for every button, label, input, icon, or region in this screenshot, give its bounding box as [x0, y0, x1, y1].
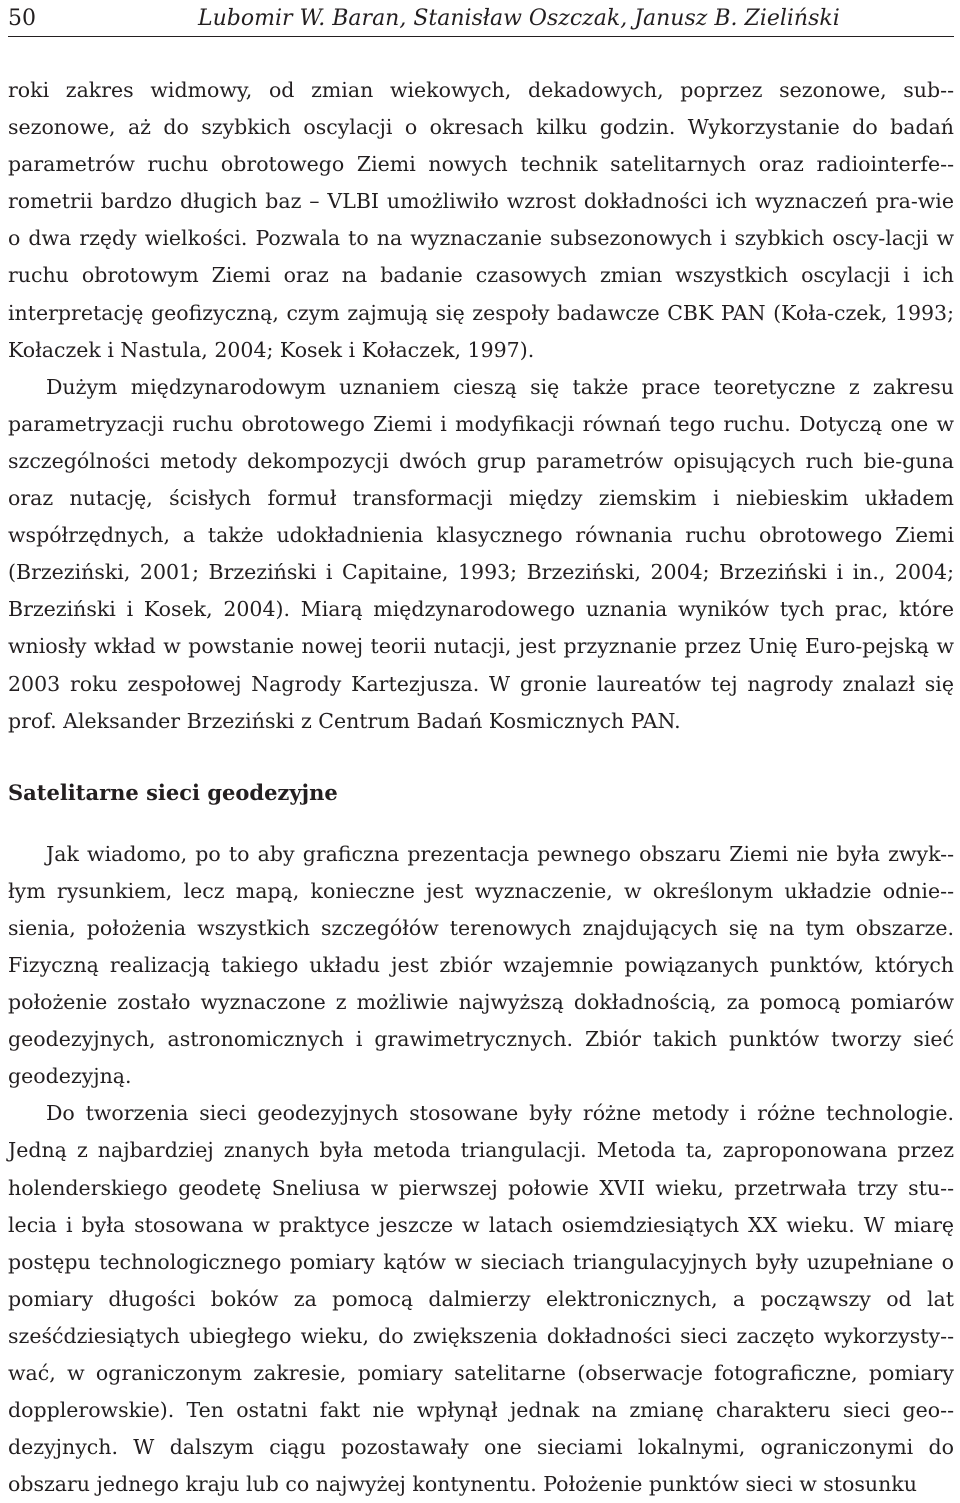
- paragraph: Do tworzenia sieci geodezyjnych stosowane były różne metody i różne technologie. Jedną z najbardziej znanych była metoda triangulacji. Metoda ta, zaproponowana przez holenderskiego geodetę Sneliusa w pierwszej połowie XVII wieku, przetrwała trzy stu-lecia i była stosowana w praktyce jeszcze w latach osiemdziesiątych XX wieku. W miarę postępu technologicznego pomiary kątów w sieciach triangulacyjnych były uzupełniane o pomiary długości boków za pomocą dalmierzy elektronicznych, a począwszy od lat sześćdziesiątych ubiegłego wieku, do zwiększenia dokładności sieci zaczęto wykorzysty-wać, w ograniczonym zakresie, pomiary satelitarne (obserwacje fotograficzne, pomiary dopplerowskie). Ten ostatni fakt nie wpłynął jednak na zmianę charakteru sieci geo-dezyjnych. W dalszym ciągu pozostawały one sieciami lokalnymi, ograniczonymi do obszaru jednego kraju lub co najwyżej kontynentu. Położenie punktów sieci w stosunku: [8, 1101, 954, 1497]
- paragraph: Jak wiadomo, po to aby graficzna prezentacja pewnego obszaru Ziemi nie była zwyk-łym rysunkiem, lecz mapą, konieczne jest wyznaczenie, w określonym układzie odnie-sienia, położenia wszystkich szczegółów terenowych znajdujących się na tym obszarze. Fizyczną realizacją takiego układu jest zbiór wzajemnie powiązanych punktów, których położenie zostało wyznaczone z możliwie najwyższą dokładnością, za pomocą pomiarów geodezyjnych, astronomicznych i grawimetrycznych. Zbiór takich punktów tworzy sieć geodezyjną.: [8, 841, 954, 1089]
- paragraph: Dużym międzynarodowym uznaniem cieszą się także prace teoretyczne z zakresu parametryzacji ruchu obrotowego Ziemi i modyfikacji równań tego ruchu. Dotyczą one w szczególności metody dekompozycji dwóch grup parametrów opisujących ruch bie-guna oraz nutację, ścisłych formuł transformacji między ziemskim i niebieskim układem współrzędnych, a także udokładnienia klasycznego równania ruchu obrotowego Ziemi (Brzeziński, 2001; Brzeziński i Capitaine, 1993; Brzeziński, 2004; Brzeziński i in., 2004; Brzeziński i Kosek, 2004). Miarą międzynarodowego uznania wyników tych prac, które wniosły wkład w powstanie nowej teorii nutacji, jest przyznanie przez Unię Euro-pejską w 2003 roku zespołowej Nagrody Kartezjusza. W gronie laureatów tej nagrody znalazł się prof. Aleksander Brzeziński z Centrum Badań Kosmicznych PAN.: [8, 374, 954, 733]
- page-number: 50: [8, 6, 36, 31]
- running-header: [8, 4, 954, 37]
- header-authors: Lubomir W. Baran, Stanisław Oszczak, Janusz B. Zieliński: [198, 6, 840, 31]
- section-heading: Satelitarne sieci geodezyjne: [8, 779, 338, 805]
- paragraph-continued: roki zakres widmowy, od zmian wiekowych, dekadowych, poprzez sezonowe, sub-sezonowe, aż do szybkich oscylacji o okresach kilku godzin. Wykorzystanie do badań parametrów ruchu obrotowego Ziemi nowych technik satelitarnych oraz radiointerfe-rometrii bardzo długich baz – VLBI umożliwiło wzrost dokładności ich wyznaczeń pra-wie o dwa rzędy wielkości. Pozwala to na wyznaczanie subsezonowych i szybkich oscy-lacji w ruchu obrotowym Ziemi oraz na badanie czasowych zmian wszystkich oscylacji i ich interpretację geofizyczną, czym zajmują się zespoły badawcze CBK PAN (Koła-czek, 1993; Kołaczek i Nastula, 2004; Kosek i Kołaczek, 1997).: [8, 78, 954, 362]
- body-text: [8, 72, 954, 1503]
